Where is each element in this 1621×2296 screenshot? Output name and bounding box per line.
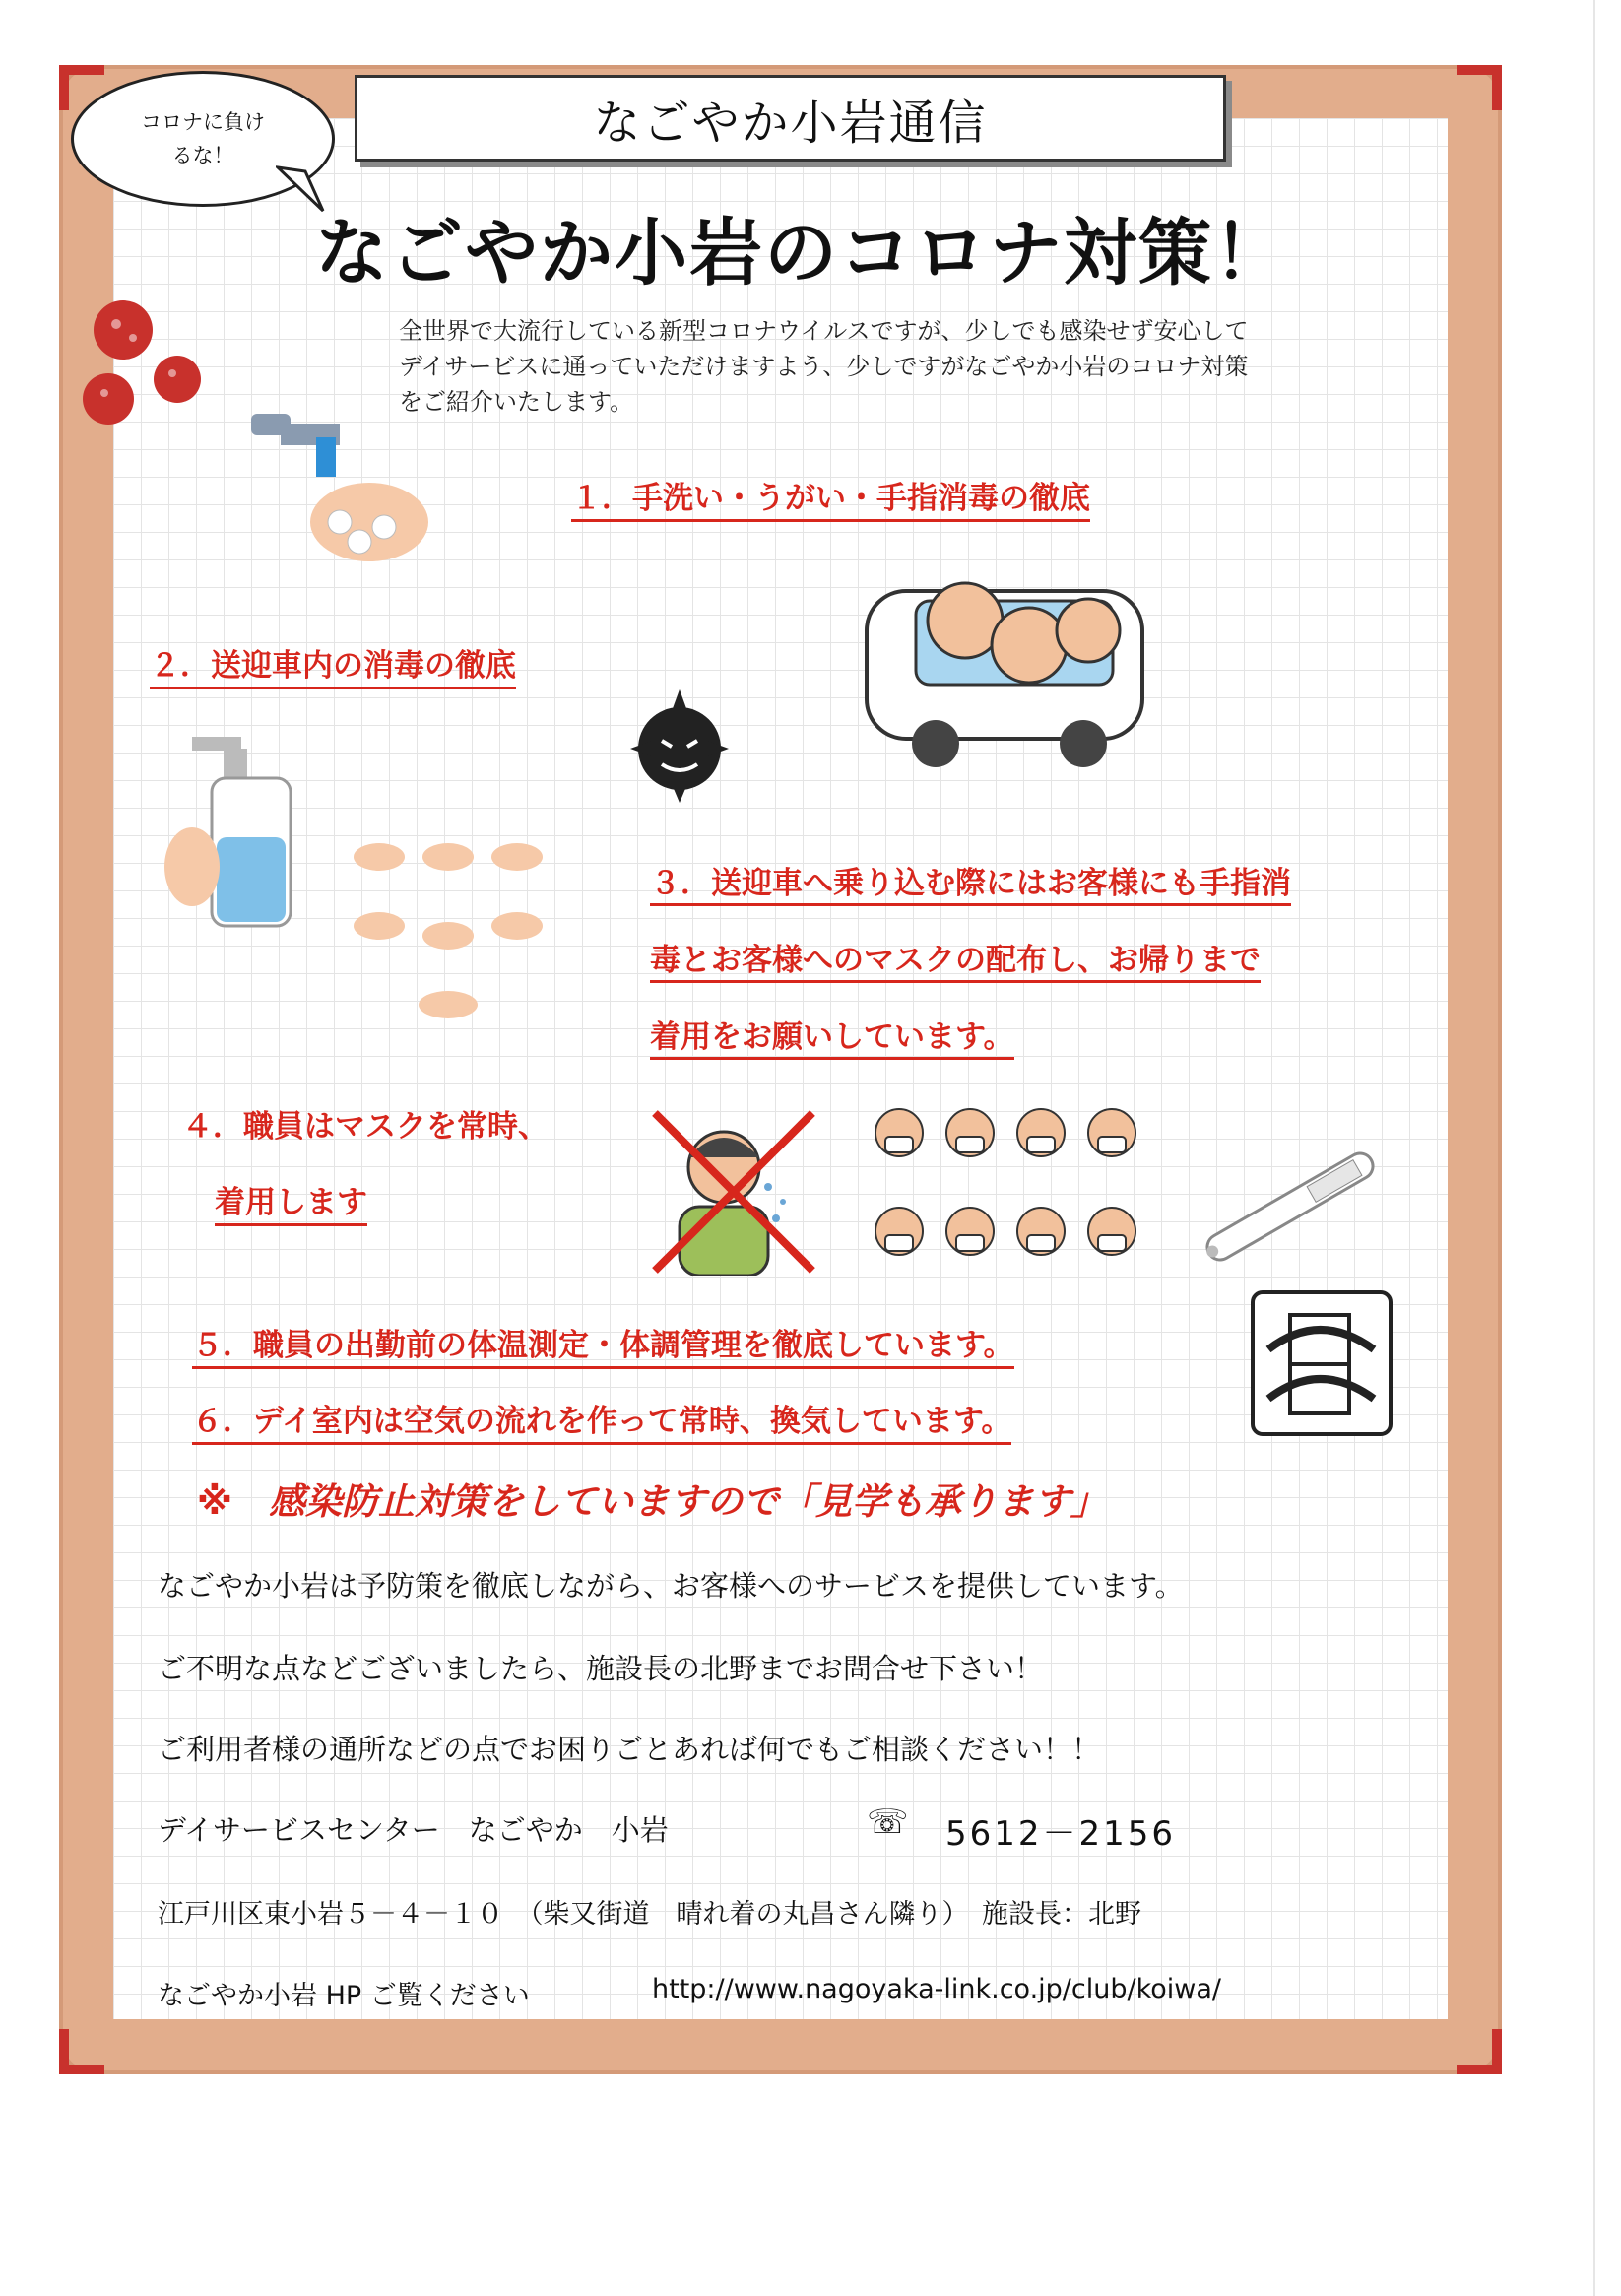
measure-3-line-3: 着用をお願いしています。: [650, 1019, 1014, 1060]
masked-staff-illustration: [862, 1093, 1167, 1290]
van-illustration: [847, 552, 1162, 778]
speech-bubble-line-1: コロナに負け: [141, 110, 265, 134]
no-cough-illustration: [650, 1108, 817, 1276]
closing-line-3: ご利用者様の通所などの点でお困りごとあれば何でもご相談ください！！: [158, 1733, 1101, 1766]
intro-line-3: をご紹介いたします。: [399, 388, 634, 416]
measure-1: １．手洗い・うがい・手指消毒の徹底: [571, 473, 1090, 522]
corner-bottom-left-v: [59, 2029, 69, 2074]
closing-line-1: なごやか小岩は予防策を徹底しながら、お客様へのサービスを提供しています。: [158, 1569, 1184, 1603]
scan-edge-line: [1593, 0, 1595, 2296]
page-title: なごやか小岩のコロナ対策！: [315, 211, 1288, 295]
corner-top-left-v: [59, 65, 69, 110]
newsletter-title: なごやか小岩通信: [355, 75, 1226, 162]
visit-notice: ※ 感染防止対策をしていますので「見学も承ります」: [197, 1480, 1107, 1523]
hand-rub-steps-illustration: [350, 827, 566, 1044]
virus-icon: [79, 291, 227, 448]
measure-3-line-1: ３．送迎車へ乗り込む際にはお客様にも手指消: [650, 866, 1291, 906]
germ-icon: [611, 670, 748, 808]
handwashing-illustration: [222, 394, 438, 591]
measure-3-line-2: 毒とお客様へのマスクの配布し、お帰りまで: [650, 943, 1261, 983]
measure-2: ２．送迎車内の消毒の徹底: [150, 640, 516, 689]
ventilation-icon: [1251, 1290, 1394, 1438]
thermometer-icon: [1177, 1133, 1403, 1280]
phone-icon: ☏: [867, 1803, 909, 1842]
intro-text: [399, 313, 1384, 420]
facility-name: デイサービスセンター なごやか 小岩: [158, 1813, 669, 1847]
address: 江戸川区東小岩５－４－１０ （柴又街道 晴れ着の丸昌さん隣り） 施設長：北野: [158, 1899, 1141, 1930]
homepage-label: なごやか小岩 HP ご覧ください: [158, 1981, 530, 2011]
intro-line-2: デイサービスに通っていただけますよう、少しですがなごやか小岩のコロナ対策: [399, 353, 1249, 380]
intro-line-1: 全世界で大流行している新型コロナウイルスですが、少しでも感染せず安心して: [399, 317, 1249, 345]
closing-line-2: ご不明な点などございましたら、施設長の北野までお問合せ下さい！: [158, 1652, 1044, 1685]
corner-top-right-v: [1492, 65, 1502, 110]
phone-number: 5612－2156: [945, 1814, 1177, 1854]
measure-5: ５．職員の出勤前の体温測定・体調管理を徹底しています。: [192, 1320, 1014, 1369]
measure-3: [650, 845, 1398, 1076]
measure-6: ６．デイ室内は空気の流れを作って常時、換気しています。: [192, 1396, 1011, 1445]
speech-bubble-line-2: るな！: [171, 144, 234, 167]
sanitizer-illustration: [162, 729, 320, 936]
measure-4-line-1: ４．職員はマスクを常時、: [182, 1109, 549, 1145]
homepage-url[interactable]: http://www.nagoyaka-link.co.jp/club/koiwa/: [652, 1974, 1222, 2004]
measure-4-line-2: 着用します: [215, 1177, 367, 1226]
corner-bottom-right-v: [1492, 2029, 1502, 2074]
